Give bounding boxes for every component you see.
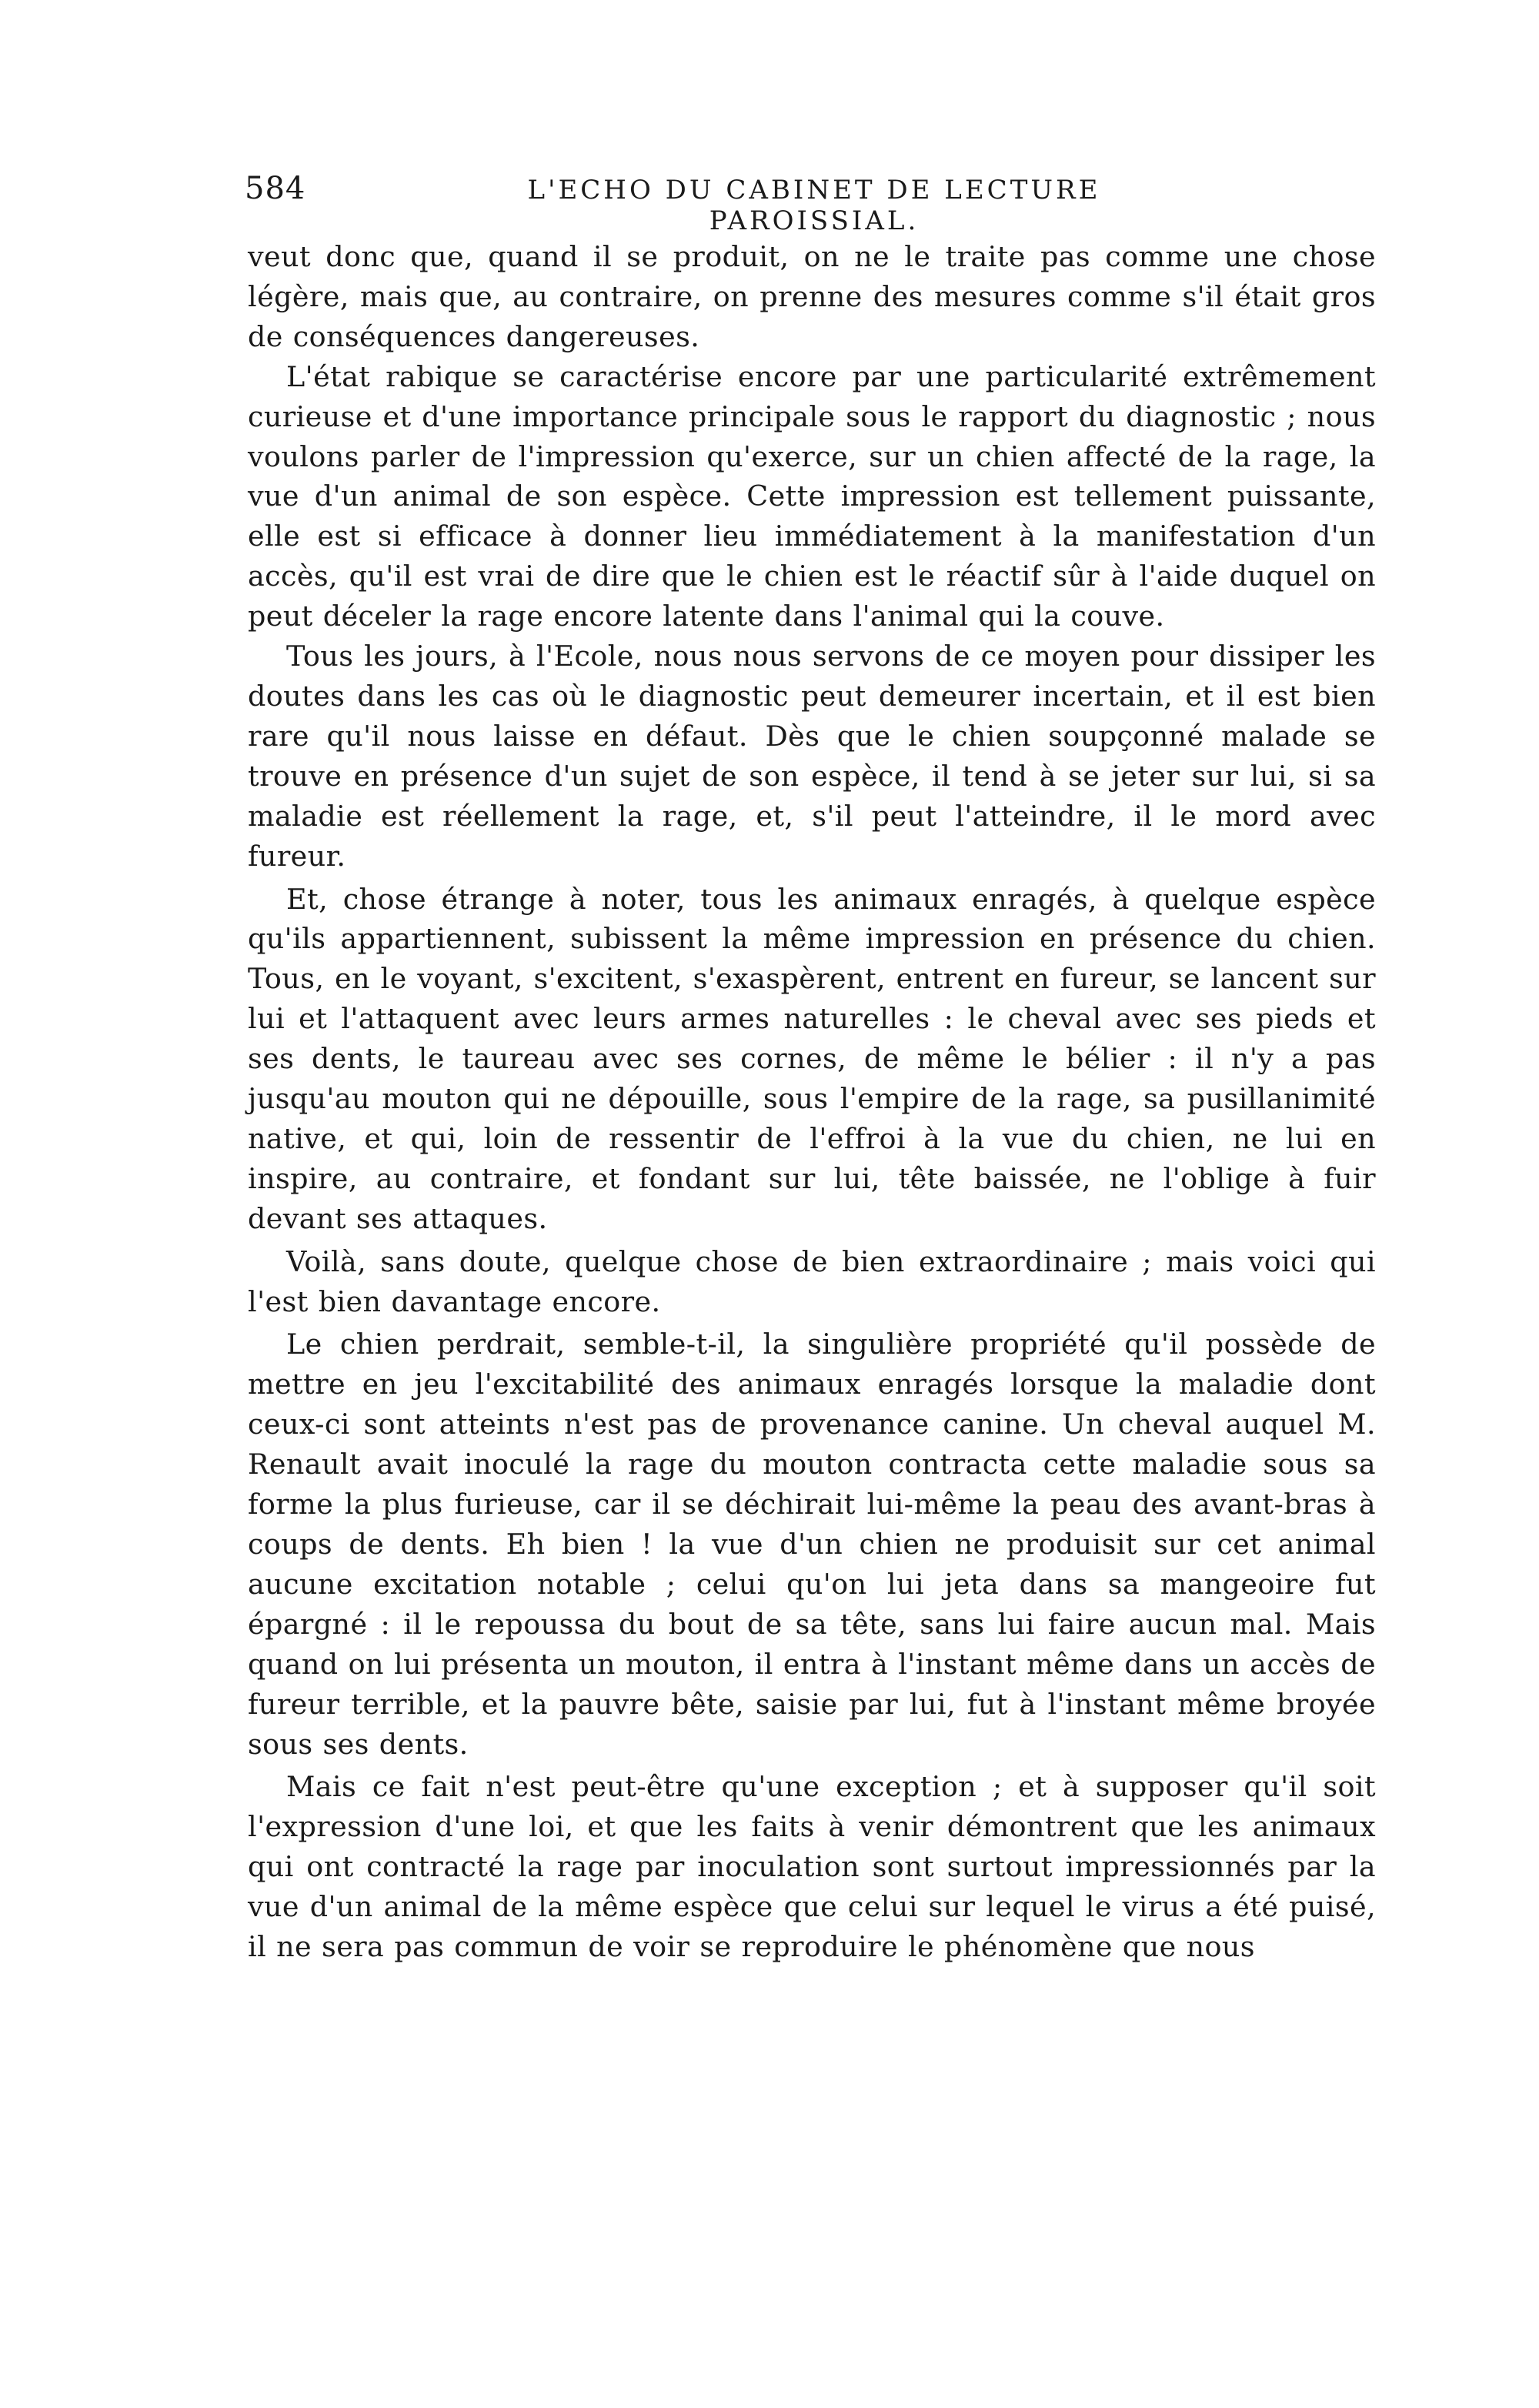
paragraph-school-diagnosis: Tous les jours, à l'Ecole, nous nous servons de ce moyen pour dissiper les doutes dans les cas où le diagnostic peut demeurer incertain, et il est bien rare qu'il nous laisse en défaut. Dès que le chien soupçonné malade se trouve en présence d'un sujet de son espèce, il tend à se jeter sur lui, si sa maladie est réellement la rage, et, s'il peut l'atteindre, il le mord avec fureur. <box>248 640 1376 873</box>
paragraph-extraordinary: Voilà, sans doute, quelque chose de bien extraordinaire ; mais voici qui l'est bien davantage encore. <box>248 1244 1376 1318</box>
paragraph-enraged-animals: Et, chose étrange à noter, tous les animaux enragés, à quelque espèce qu'ils appartiennent, subissent la même impression en présence du chien. Tous, en le voyant, s'excitent, s'exaspèrent, entrent en fureur, se lancent sur lui et l'attaquent avec leurs armes naturelles : le cheval avec ses pieds et ses dents, le taureau avec ses cornes, de même le bélier : il n'y a pas jusqu'au mouton qui ne dépouille, sous l'empire de la rage, sa pusillanimité native, et qui, loin de ressentir de l'effroi à la vue du chien, ne lui en inspire, au contraire, et fondant sur lui, tête baissée, ne l'oblige à fuir devant ses attaques. <box>248 882 1376 1235</box>
page-number: 584 <box>245 171 306 206</box>
journal-title: L'ECHO DU CABINET DE LECTURE PAROISSIAL. <box>527 175 1101 236</box>
body-text <box>248 237 1376 1967</box>
paragraph-exception: Mais ce fait n'est peut-être qu'une exception ; et à supposer qu'il soit l'expression d'une loi, et que les faits à venir démontrent que les animaux qui ont contracté la rage par inoculation sont surtout impressionnés par la vue d'un animal de la même espèce que celui sur lequel le virus a été puisé, il ne sera pas commun de voir se reproduire le phénomène que nous <box>248 1770 1376 1964</box>
paragraph-rabid-state: L'état rabique se caractérise encore par une particularité extrêmement curieuse et d'une importance principale sous le rapport du diagnostic ; nous voulons parler de l'impression qu'exerce, sur un chien affecté de la rage, la vue d'un animal de son espèce. Cette impression est tellement puissante, elle est si efficace à donner lieu immédiatement à la manifestation d'un accès, qu'il est vrai de dire que le chien est le réactif sûr à l'aide duquel on peut déceler la rage encore latente dans l'animal qui la couve. <box>248 359 1376 633</box>
running-header <box>245 171 1376 236</box>
paragraph-continuation: veut donc que, quand il se produit, on ne le traite pas comme une chose légère, mais que, au contraire, on prenne des mesures comme s'il était gros de conséquences dangereuses. <box>248 240 1376 353</box>
paragraph-renault-horse: Le chien perdrait, semble-t-il, la singulière propriété qu'il possède de mettre en jeu l'excitabilité des animaux enragés lorsque la maladie dont ceux-ci sont atteints n'est pas de provenance canine. Un cheval auquel M. Renault avait inoculé la rage du mouton contracta cette maladie sous sa forme la plus furieuse, car il se déchirait lui-même la peau des avant-bras à coups de dents. Eh bien ! la vue d'un chien ne produisit sur cet animal aucune excitation notable ; celui qu'on lui jeta dans sa mangeoire fut épargné : il le repoussa du bout de sa tête, sans lui faire aucun mal. Mais quand on lui présenta un mouton, il entra à l'instant même dans un accès de fureur terrible, et la pauvre bête, saisie par lui, fut à l'instant même broyée sous ses dents. <box>248 1328 1376 1761</box>
